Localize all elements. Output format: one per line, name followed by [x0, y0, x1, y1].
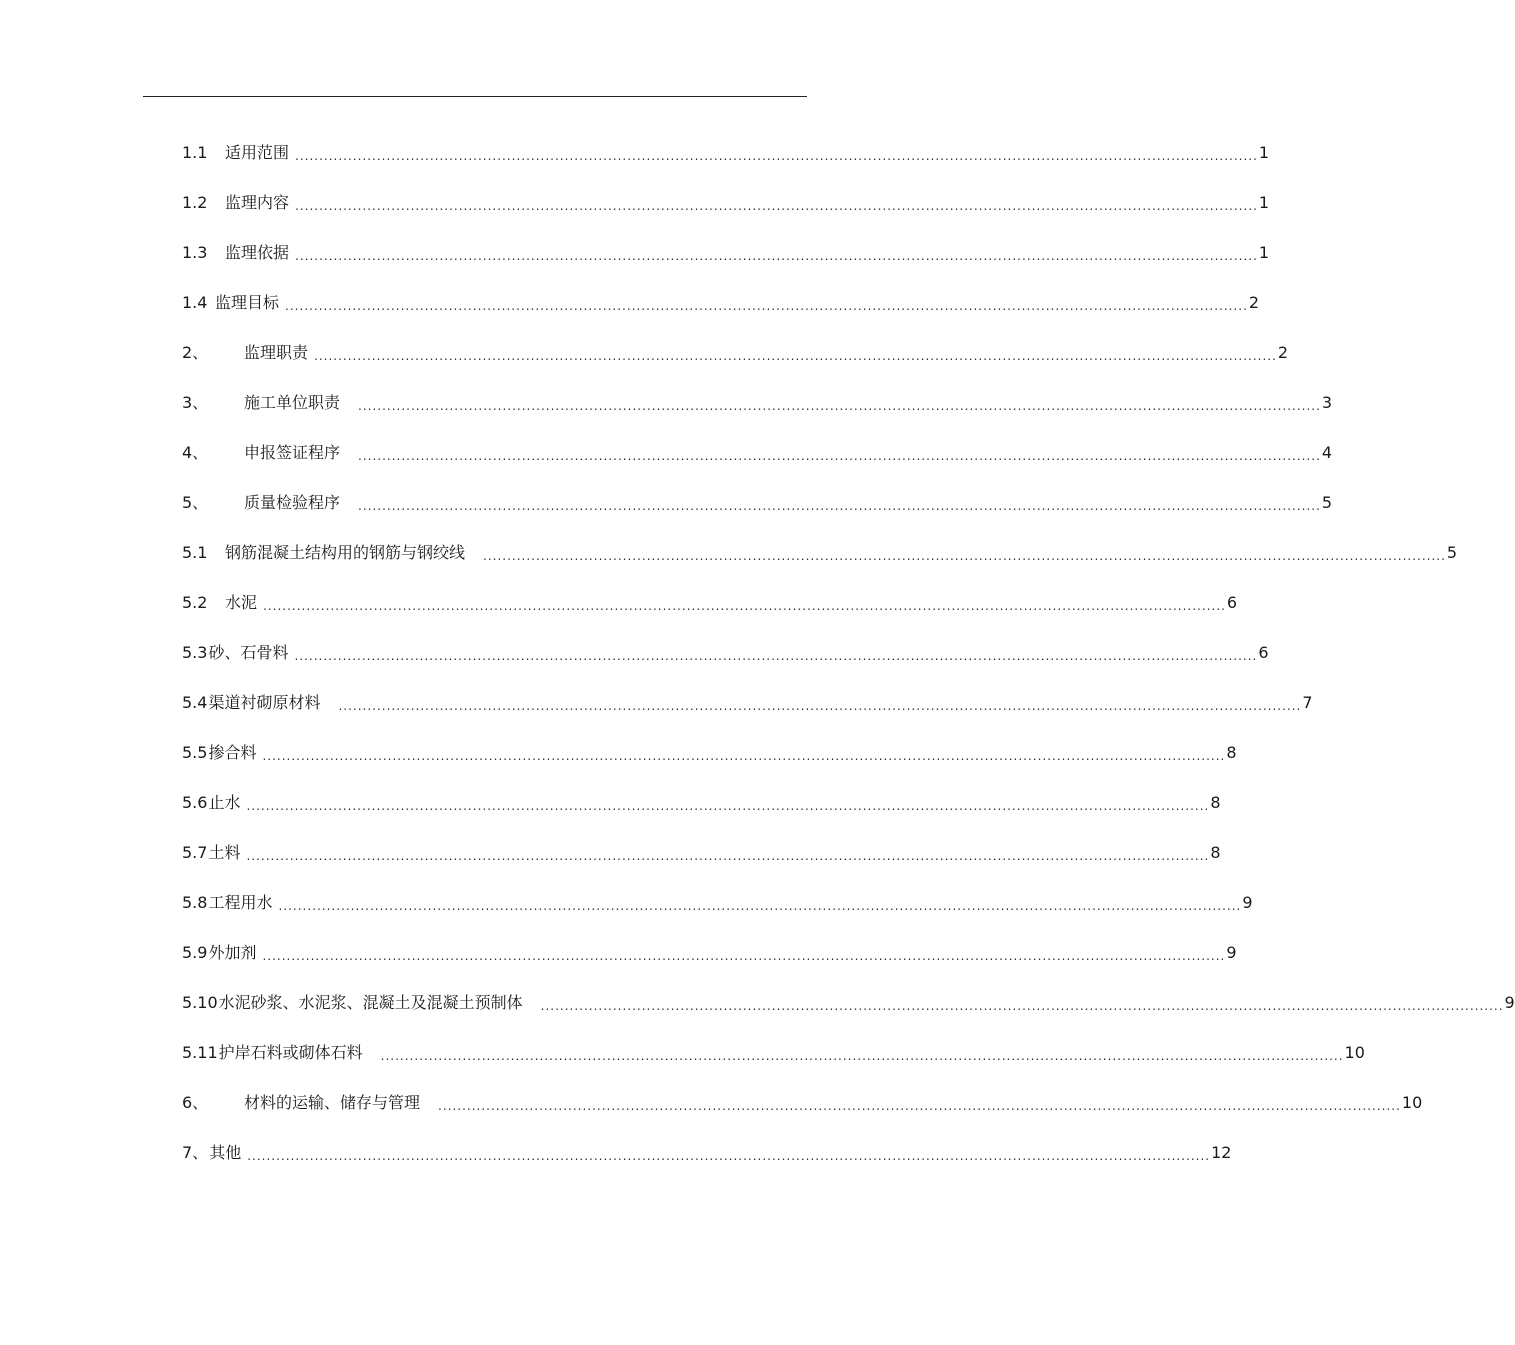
- toc-entry-1-4[interactable]: [182, 278, 1260, 328]
- toc-page-number: 8: [1210, 793, 1221, 812]
- toc-title: 土料: [208, 843, 241, 862]
- toc-number: 5.5: [182, 743, 208, 762]
- toc-entry-5-3[interactable]: [182, 628, 1269, 678]
- toc-number: 5.2: [182, 593, 208, 612]
- toc-number: 1.1: [182, 143, 208, 162]
- toc-page-number: 7: [1302, 693, 1313, 712]
- toc-entry-5-2[interactable]: [182, 578, 1238, 628]
- toc-entry-5-9[interactable]: [182, 928, 1237, 978]
- toc-entry-5-6[interactable]: [182, 778, 1221, 828]
- toc-number: 5.11: [182, 1043, 218, 1062]
- toc-entry-5-7[interactable]: [182, 828, 1221, 878]
- toc-leader-dots: ........................................................................................................................................................................................................: [358, 399, 1321, 413]
- toc-page-number: 9: [1504, 993, 1515, 1012]
- toc-title: 外加剂: [208, 943, 257, 962]
- toc-title: 水泥砂浆、水泥浆、混凝土及混凝土预制体: [218, 993, 523, 1012]
- toc-page-number: 2: [1277, 343, 1289, 362]
- toc-leader-dots: ........................................................................................................................................................................................................: [246, 849, 1210, 863]
- toc-title: 工程用水: [208, 893, 273, 912]
- toc-page-number: 4: [1321, 443, 1333, 462]
- toc-leader-dots: ........................................................................................................................................................................................................: [540, 999, 1504, 1013]
- toc-title: 适用范围: [225, 143, 290, 162]
- toc-title: 申报签证程序: [244, 443, 341, 462]
- toc-number: 5.7: [182, 843, 208, 862]
- toc-number: 5.6: [182, 793, 208, 812]
- toc-page-number: 3: [1321, 393, 1333, 412]
- toc-page-number: 1: [1258, 143, 1270, 162]
- toc-page-number: 9: [1242, 893, 1253, 912]
- table-of-contents: [182, 128, 1515, 1178]
- toc-entry-6[interactable]: [182, 1078, 1423, 1128]
- toc-title: 监理内容: [225, 193, 290, 212]
- toc-title: 其他: [209, 1143, 242, 1162]
- toc-number: 4、: [182, 443, 209, 462]
- toc-page-number: 8: [1226, 743, 1237, 762]
- toc-title: 监理职责: [244, 343, 309, 362]
- toc-entry-1-2[interactable]: [182, 178, 1270, 228]
- toc-title: 材料的运输、储存与管理: [244, 1093, 421, 1112]
- toc-page-number: 6: [1258, 643, 1269, 662]
- toc-title: 护岸石料或砌体石料: [218, 1043, 363, 1062]
- toc-page-number: 5: [1446, 543, 1458, 562]
- toc-entry-1-1[interactable]: [182, 128, 1270, 178]
- toc-number: 5、: [182, 493, 209, 512]
- toc-leader-dots: ........................................................................................................................................................................................................: [263, 599, 1226, 613]
- toc-entry-5-5[interactable]: [182, 728, 1237, 778]
- toc-title: 监理目标: [215, 293, 280, 312]
- toc-leader-dots: ........................................................................................................................................................................................................: [246, 799, 1210, 813]
- toc-leader-dots: ........................................................................................................................................................................................................: [247, 1149, 1211, 1163]
- toc-leader-dots: ........................................................................................................................................................................................................: [294, 649, 1258, 663]
- toc-page-number: 1: [1258, 243, 1270, 262]
- header-rule: [143, 96, 807, 97]
- toc-title: 止水: [208, 793, 241, 812]
- toc-number: 3、: [182, 393, 209, 412]
- toc-number: 5.10: [182, 993, 218, 1012]
- toc-entry-7[interactable]: [182, 1128, 1232, 1178]
- toc-entry-5-10[interactable]: [182, 978, 1515, 1028]
- toc-number: 5.1: [182, 543, 208, 562]
- toc-entry-5[interactable]: [182, 478, 1333, 528]
- toc-page-number: 10: [1401, 1093, 1423, 1112]
- toc-page-number: 6: [1226, 593, 1238, 612]
- toc-entry-5-8[interactable]: [182, 878, 1253, 928]
- toc-leader-dots: ........................................................................................................................................................................................................: [438, 1099, 1401, 1113]
- toc-leader-dots: ........................................................................................................................................................................................................: [295, 149, 1258, 163]
- toc-number: 1.2: [182, 193, 208, 212]
- toc-title: 砂、石骨料: [208, 643, 289, 662]
- toc-entry-4[interactable]: [182, 428, 1333, 478]
- toc-entry-5-1[interactable]: [182, 528, 1458, 578]
- toc-page-number: 10: [1344, 1043, 1365, 1062]
- toc-number: 5.9: [182, 943, 208, 962]
- toc-leader-dots: ........................................................................................................................................................................................................: [285, 299, 1248, 313]
- toc-number: 6、: [182, 1093, 209, 1112]
- toc-title: 掺合料: [208, 743, 257, 762]
- toc-page-number: 12: [1211, 1143, 1232, 1162]
- toc-title: 施工单位职责: [244, 393, 341, 412]
- toc-page-number: 9: [1226, 943, 1237, 962]
- toc-title: 渠道衬砌原材料: [208, 693, 321, 712]
- toc-number: 2、: [182, 343, 209, 362]
- toc-number: 7、: [182, 1143, 209, 1162]
- toc-leader-dots: ........................................................................................................................................................................................................: [295, 199, 1258, 213]
- toc-page-number: 2: [1248, 293, 1260, 312]
- toc-entry-1-3[interactable]: [182, 228, 1270, 278]
- toc-entry-5-11[interactable]: [182, 1028, 1365, 1078]
- toc-title: 质量检验程序: [244, 493, 341, 512]
- toc-number: 1.4: [182, 293, 208, 312]
- toc-page-number: 5: [1321, 493, 1333, 512]
- toc-leader-dots: ........................................................................................................................................................................................................: [295, 249, 1258, 263]
- toc-leader-dots: ........................................................................................................................................................................................................: [262, 949, 1226, 963]
- toc-leader-dots: ........................................................................................................................................................................................................: [278, 899, 1242, 913]
- toc-entry-5-4[interactable]: [182, 678, 1313, 728]
- toc-entry-3[interactable]: [182, 378, 1333, 428]
- toc-leader-dots: ........................................................................................................................................................................................................: [262, 749, 1226, 763]
- toc-leader-dots: ........................................................................................................................................................................................................: [338, 699, 1302, 713]
- toc-page-number: 8: [1210, 843, 1221, 862]
- toc-title: 水泥: [225, 593, 258, 612]
- toc-leader-dots: ........................................................................................................................................................................................................: [358, 499, 1321, 513]
- toc-leader-dots: ........................................................................................................................................................................................................: [358, 449, 1321, 463]
- toc-title: 钢筋混凝土结构用的钢筋与钢绞线: [225, 543, 466, 562]
- toc-entry-2[interactable]: [182, 328, 1289, 378]
- toc-number: 1.3: [182, 243, 208, 262]
- toc-leader-dots: ........................................................................................................................................................................................................: [483, 549, 1446, 563]
- toc-number: 5.3: [182, 643, 208, 662]
- toc-title: 监理依据: [225, 243, 290, 262]
- toc-number: 5.4: [182, 693, 208, 712]
- toc-leader-dots: ........................................................................................................................................................................................................: [314, 349, 1277, 363]
- toc-leader-dots: ........................................................................................................................................................................................................: [380, 1049, 1344, 1063]
- toc-number: 5.8: [182, 893, 208, 912]
- toc-page-number: 1: [1258, 193, 1270, 212]
